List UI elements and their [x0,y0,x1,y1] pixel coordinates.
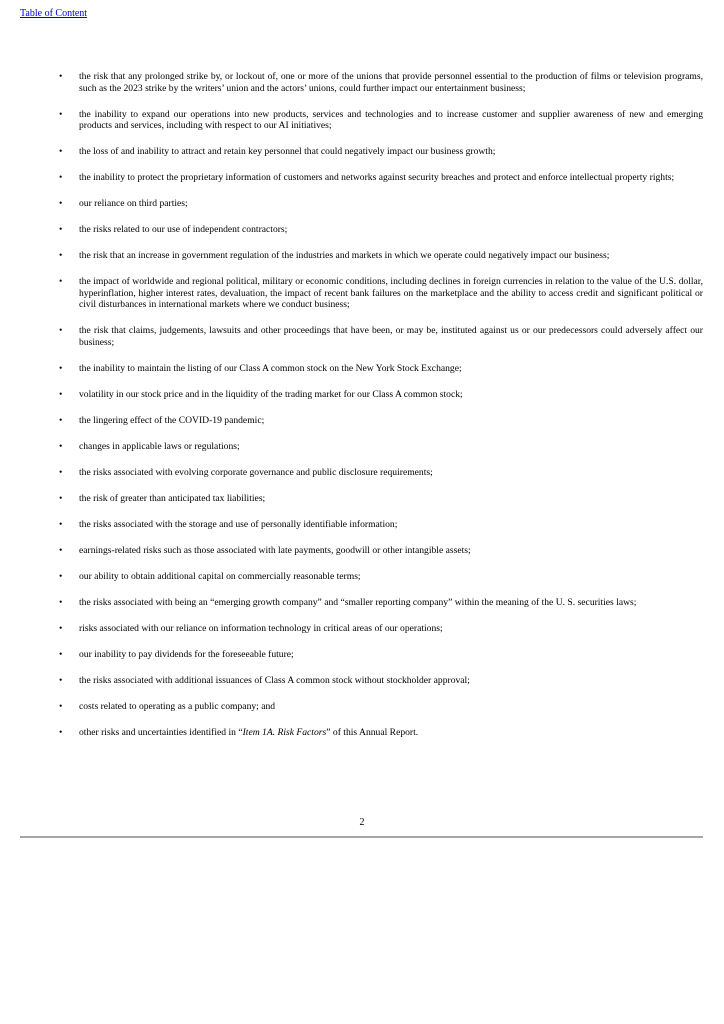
list-item [0,571,724,583]
list-item [0,545,724,557]
list-item [0,109,724,132]
list-item [0,198,724,210]
bullet-icon: • [59,440,63,452]
item-1a-reference: Item 1A. Risk Factors [242,726,327,738]
risk-text: earnings-related risks such as those associated with late payments, goodwill or other intangible assets; [79,544,471,556]
bullet-icon: • [59,544,63,556]
risk-factor-list [0,71,724,753]
list-item [0,415,724,427]
risk-text: our inability to pay dividends for the foreseeable future; [79,648,294,660]
list-item [0,467,724,479]
page-number: 2 [359,817,365,828]
risk-text: costs related to operating as a public company; and [79,700,276,712]
risk-text: the risks associated with being an “emerging growth company” and “smaller reporting company” within the meaning of the U. S. securities laws; [79,596,637,608]
bullet-icon: • [59,362,63,374]
risk-text: the impact of worldwide and regional political, military or economic conditions, including declines in foreign currencies in relation to the value of the U.S. dollar, hyperinflation, higher interest rates, devaluation, the impact of recent bank failures on the marketplace and the ability to access credit and significant political or civil disturbances in international markets where we conduct business; [79,276,703,311]
list-item [0,325,724,348]
risk-text: the inability to expand our operations into new products, services and technologies and to increase customer and supplier awareness of new and emerging products and services, including with respect to our AI initiatives; [79,108,703,132]
risk-text: volatility in our stock price and in the liquidity of the trading market for our Class A common stock; [79,388,463,400]
risk-text: the risks associated with evolving corporate governance and public disclosure requirements; [79,466,433,478]
risk-text: our ability to obtain additional capital on commercially reasonable terms; [79,570,361,582]
list-item [0,389,724,401]
bullet-icon: • [59,596,63,608]
list-item [0,224,724,236]
list-item [0,623,724,635]
bullet-icon: • [59,700,63,712]
list-item [0,250,724,262]
table-of-content-link[interactable]: Table of Content [20,8,88,19]
list-item [0,675,724,687]
list-item [0,493,724,505]
bullet-icon: • [59,674,63,686]
list-item [0,363,724,375]
bullet-icon: • [59,224,63,236]
risk-text: the risk of greater than anticipated tax liabilities; [79,492,266,504]
bullet-icon: • [59,276,63,288]
risk-text: the risks related to our use of independent contractors; [79,224,288,236]
risk-text: the risks associated with additional issuances of Class A common stock without stockholder approval; [79,674,470,686]
bullet-icon: • [59,492,63,504]
list-item [0,276,724,311]
bullet-icon: • [59,198,63,210]
risk-text: our reliance on third parties; [79,198,188,210]
list-item [0,71,724,94]
bullet-icon: • [59,108,63,120]
bullet-icon: • [59,622,63,634]
risk-text-prefix: other risks and uncertainties identified in “ [79,726,243,738]
page-divider [20,836,703,838]
bullet-icon: • [59,250,63,262]
risk-text: the inability to protect the proprietary information of customers and networks against security breaches and protect and enforce intellectual property rights; [79,172,675,184]
bullet-icon: • [59,648,63,660]
list-item [0,597,724,609]
risk-text: risks associated with our reliance on information technology in critical areas of our operations; [79,622,443,634]
bullet-icon: • [59,466,63,478]
bullet-icon: • [59,726,63,738]
risk-text: changes in applicable laws or regulations; [79,440,240,452]
list-item-last [0,727,724,739]
list-item [0,441,724,453]
bullet-icon: • [59,325,63,337]
risk-text: the lingering effect of the COVID-19 pandemic; [79,414,265,426]
risk-text: the loss of and inability to attract and retain key personnel that could negatively impact our business growth; [79,146,496,158]
risk-text: the risks associated with the storage and use of personally identifiable information; [79,518,398,530]
list-item [0,172,724,184]
list-item [0,701,724,713]
bullet-icon: • [59,71,63,82]
bullet-icon: • [59,146,63,158]
risk-text: the risk that an increase in government regulation of the industries and markets in which we operate could negatively impact our business; [79,250,610,262]
bullet-icon: • [59,172,63,184]
risk-text: the risk that claims, judgements, lawsuits and other proceedings that have been, or may be, instituted against us or our predecessors could adversely affect our business; [79,325,703,348]
list-item [0,649,724,661]
bullet-icon: • [59,570,63,582]
list-item [0,519,724,531]
risk-text-suffix: ” of this Annual Report. [326,726,419,738]
risk-text: the risk that any prolonged strike by, or lockout of, one or more of the unions that provide personnel essential to the production of films or television programs, such as the 2023 strike by the writers’ union and the actors’ unions, could further impact our entertainment business; [79,71,703,94]
bullet-icon: • [59,388,63,400]
bullet-icon: • [59,414,63,426]
bullet-icon: • [59,518,63,530]
list-item [0,146,724,158]
risk-text: the inability to maintain the listing of our Class A common stock on the New York Stock Exchange; [79,362,462,374]
